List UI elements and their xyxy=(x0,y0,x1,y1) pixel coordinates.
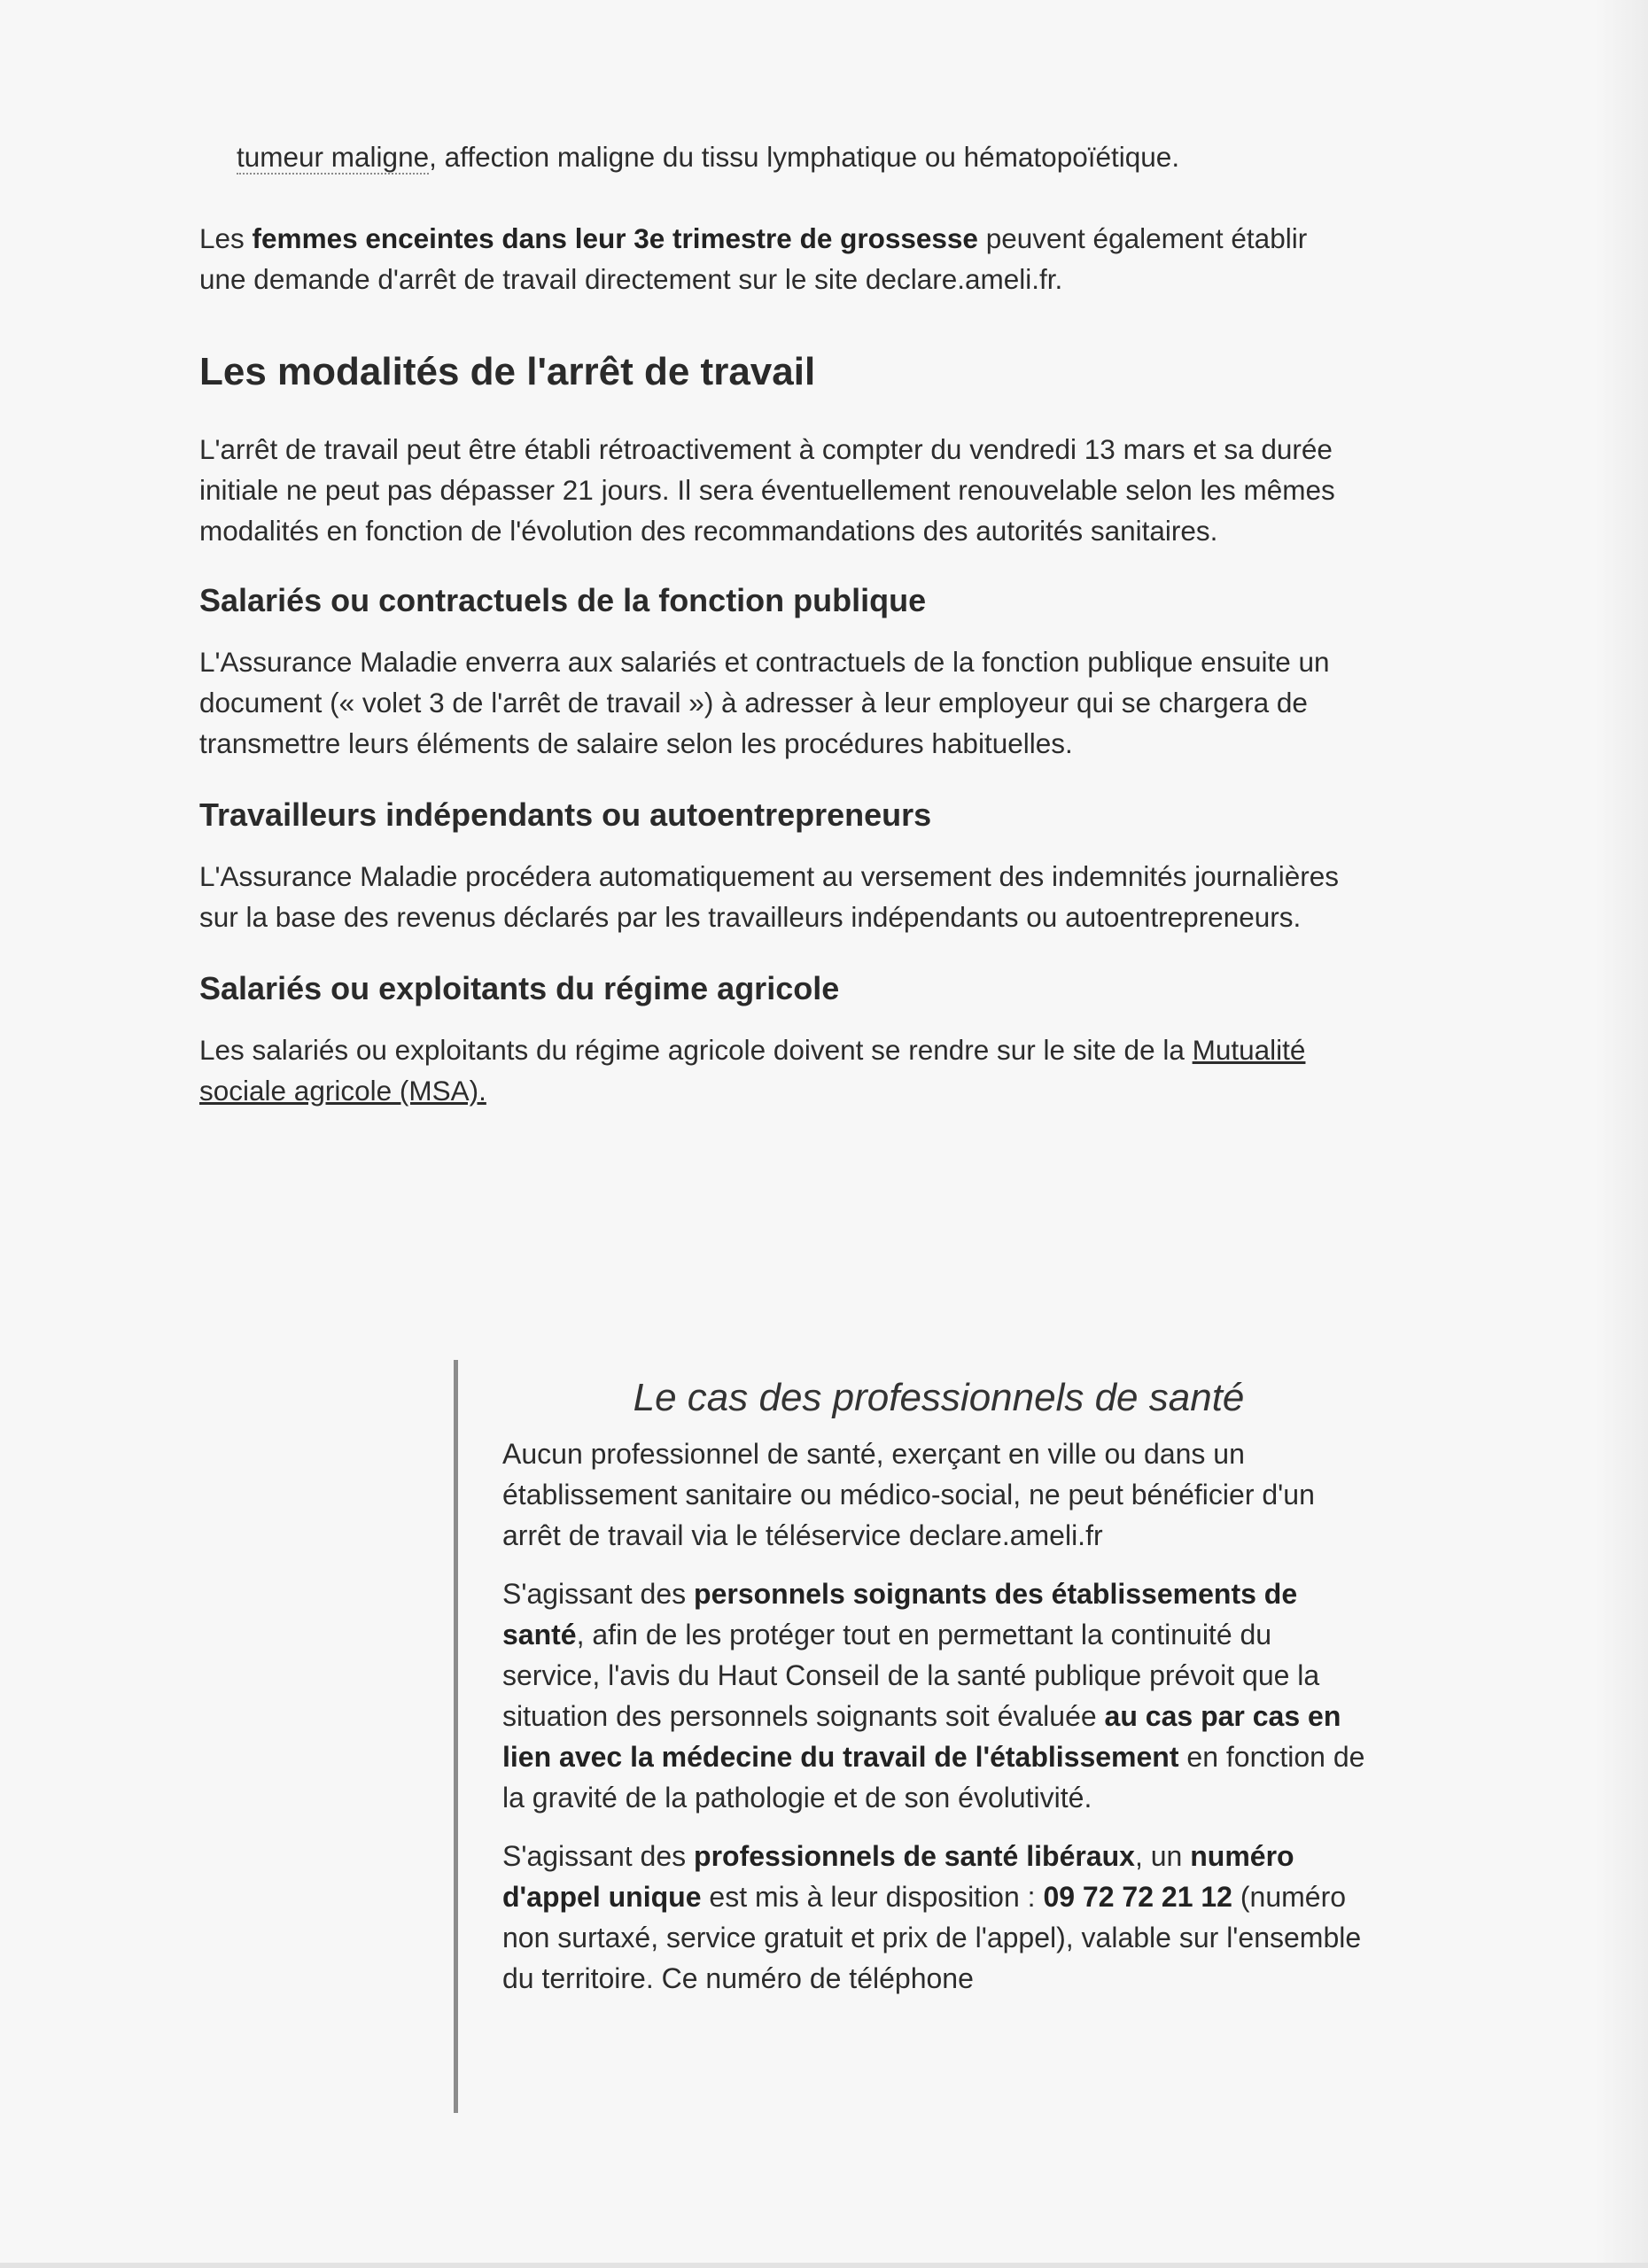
bold-span: femmes enceintes dans leur 3e trimestre de grossesse xyxy=(252,222,978,254)
salaries-paragraph: L'Assurance Maladie enverra aux salariés et contractuels de la fonction publique ensuite un document (« volet 3 de l'arrêt de travail ») à adresser à leur employeur qui se chargera de transmettre leurs éléments de salaire selon les procédures habituelles. xyxy=(199,646,1330,759)
scan-bottom-edge xyxy=(0,2263,1648,2268)
text-span: S'agissant des xyxy=(502,1578,695,1610)
document-body xyxy=(199,133,1387,1111)
modalites-paragraph: L'arrêt de travail peut être établi rétroactivement à compter du vendredi 13 mars et sa durée initiale ne peut pas dépasser 21 jours. Il sera éventuellement renouvelable selon les mêmes modalités en fonction de l'évolution des recommandations des autorités sanitaires. xyxy=(199,433,1335,547)
box-paragraph-1: Aucun professionnel de santé, exerçant en ville ou dans un établissement sanitaire ou médico-social, ne peut bénéficier d'un arrêt de travail via le téléservice declare.ameli.fr xyxy=(502,1438,1315,1551)
text-span: peuvent également établir une demande d'arrêt de travail directement sur le site declare.ameli.fr. xyxy=(199,222,1308,295)
text-span: (numéro non surtaxé, service gratuit et prix de l'appel), valable sur l'ensemble du territoire. Ce numéro de téléphone xyxy=(502,1881,1362,1994)
msa-link[interactable]: Mutualité sociale agricole (MSA). xyxy=(199,1034,1306,1107)
text-span: , un xyxy=(1134,1840,1191,1872)
scan-edge xyxy=(1595,0,1648,2268)
agricole-paragraph xyxy=(199,1029,1382,1111)
text-span: Les xyxy=(199,222,253,254)
box-content xyxy=(502,1373,1375,1999)
box-paragraph-3 xyxy=(502,1836,1375,1999)
modalites-title: Les modalités de l'arrêt de travail xyxy=(199,350,816,393)
box-paragraph-2 xyxy=(502,1573,1375,1818)
intro-line-rest: , affection maligne du tissu lymphatique ou hématopoïétique. xyxy=(429,141,1180,173)
health-professionals-box xyxy=(454,1360,1380,2113)
salaries-title: Salariés ou contractuels de la fonction publique xyxy=(199,582,927,618)
bold-span: professionnels de santé libéraux xyxy=(694,1840,1135,1872)
independants-title: Travailleurs indépendants ou autoentrepreneurs xyxy=(199,796,932,833)
independants-paragraph: L'Assurance Maladie procédera automatiquement au versement des indemnités journalières sur la base des revenus déclarés par les travailleurs indépendants ou autoentrepreneurs. xyxy=(199,860,1339,933)
tumeur-maligne-link[interactable]: tumeur maligne xyxy=(237,141,430,173)
pregnant-women-paragraph xyxy=(199,218,1360,299)
agricole-title: Salariés ou exploitants du régime agricole xyxy=(199,970,840,1006)
box-title: Le cas des professionnels de santé xyxy=(633,1376,1245,1419)
bold-span: numéro d'appel unique xyxy=(502,1840,1294,1913)
text-span: Les salariés ou exploitants du régime agricole doivent se rendre sur le site de la xyxy=(199,1034,1193,1066)
text-span: S'agissant des xyxy=(502,1840,695,1872)
text-span: , afin de les protéger tout en permettant la continuité du service, l'avis du Haut Conseil de la santé publique prévoit que la situation des personnels soignants soit évaluée xyxy=(502,1619,1320,1732)
bold-span: personnels soignants des établissements de santé xyxy=(502,1578,1298,1651)
bold-span: au cas par cas en lien avec la médecine du travail de l'établissement xyxy=(502,1700,1341,1773)
text-span: en fonction de la gravité de la pathologie et de son évolutivité. xyxy=(502,1741,1365,1814)
phone-number: 09 72 72 21 12 xyxy=(1043,1881,1232,1913)
intro-line xyxy=(199,136,1387,177)
text-span: est mis à leur disposition : xyxy=(701,1881,1044,1913)
